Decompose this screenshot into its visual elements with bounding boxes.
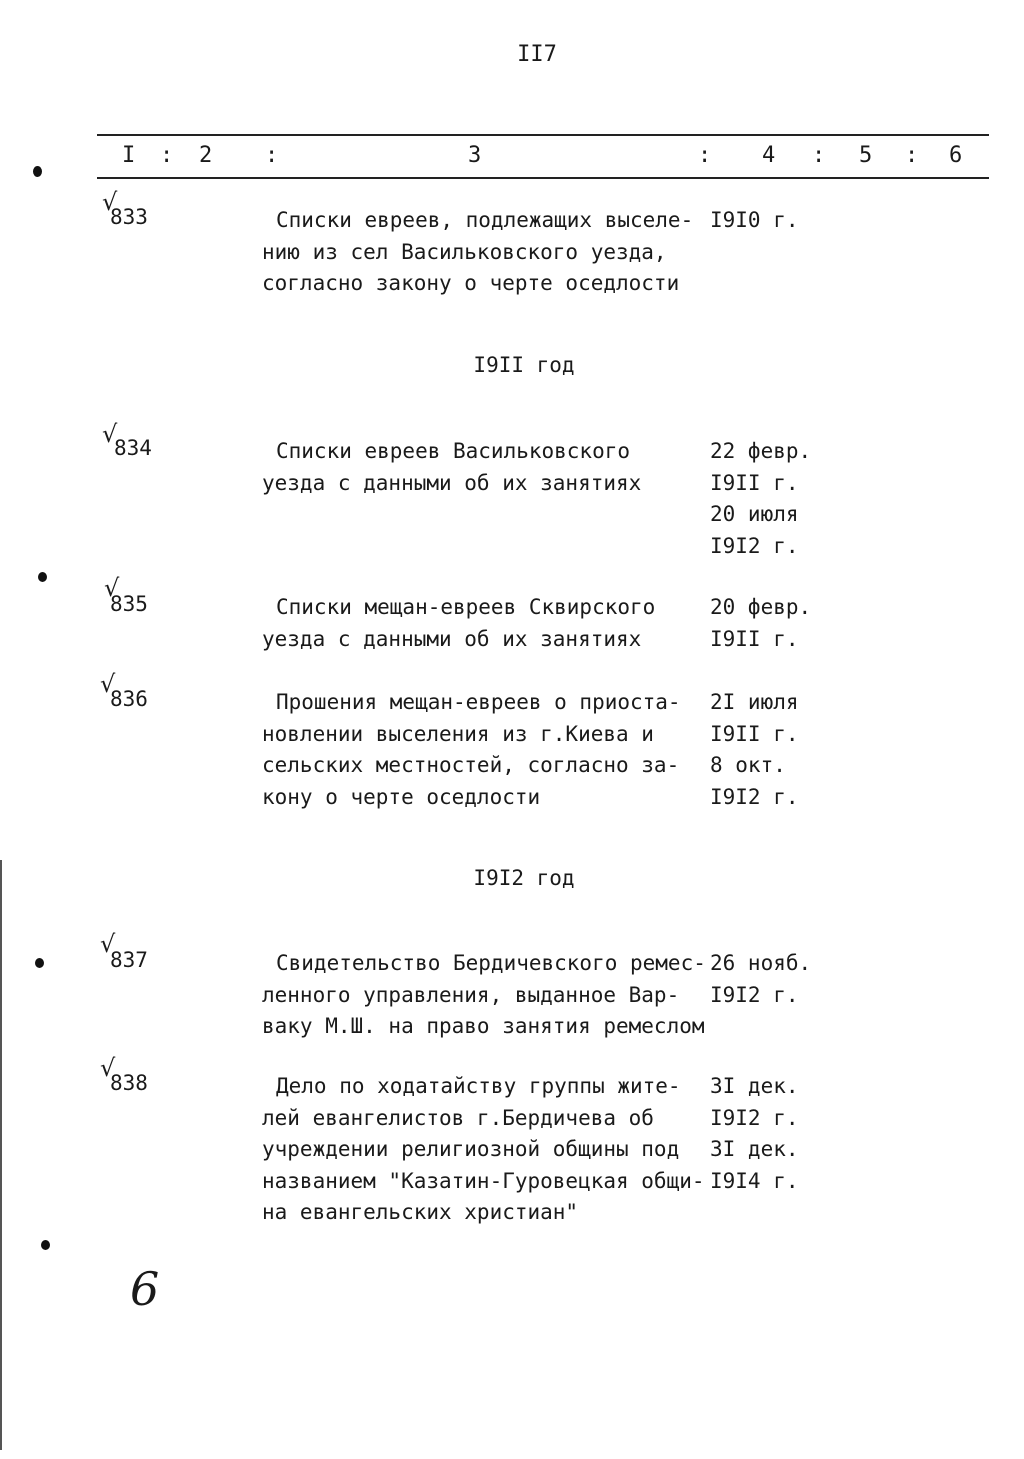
item-number: 837	[110, 948, 148, 972]
scan-edge-line	[0, 860, 2, 1450]
description-line: Списки евреев, подлежащих выселе-	[276, 208, 694, 232]
handwritten-mark: 6	[130, 1262, 160, 1316]
description-line: на евангельских христиан"	[262, 1200, 579, 1224]
year-heading: I9II год	[473, 353, 575, 377]
date-line: 3I дек.	[710, 1074, 799, 1098]
date-line: I9II г.	[710, 626, 799, 651]
description-line: Свидетельство Бердичевского ремес-	[276, 951, 706, 975]
check-mark: √	[100, 1054, 116, 1082]
punch-hole-mark	[38, 572, 47, 582]
date-line: I9I2 г.	[710, 784, 799, 809]
date-line: 20 февр.	[710, 595, 812, 619]
item-dates	[710, 592, 811, 655]
date-line: 8 окт.	[710, 753, 786, 777]
column-separator: :	[812, 143, 826, 168]
description-line: кону о черте оседлости	[262, 784, 541, 809]
check-mark: √	[102, 420, 118, 448]
date-line: I9I0 г.	[710, 208, 799, 232]
date-line: 22 февр.	[710, 439, 812, 463]
check-mark: √	[100, 670, 116, 698]
header-rule-bottom	[97, 177, 989, 179]
check-mark: √	[100, 930, 116, 958]
description-line: учреждении религиозной общины под	[262, 1137, 680, 1161]
year-heading: I9I2 год	[473, 866, 575, 890]
description-line: Прошения мещан-евреев о приоста-	[276, 690, 681, 714]
punch-hole-mark	[33, 166, 42, 177]
description-line: новлении выселения из г.Киева и	[262, 721, 654, 746]
date-line: 2I июля	[710, 690, 799, 714]
description-line: Списки евреев Васильковского	[276, 439, 631, 463]
item-dates	[710, 687, 799, 813]
description-line: ваку М.Ш. на право занятия ремеслом	[262, 1014, 705, 1038]
column-separator: :	[905, 143, 919, 168]
date-line: I9I2 г.	[710, 1105, 799, 1130]
item-description	[262, 436, 712, 499]
column-header-2: 2	[199, 143, 213, 168]
description-line: нию из сел Васильковского уезда,	[262, 239, 667, 264]
item-description	[262, 592, 712, 655]
item-description	[262, 1071, 712, 1229]
column-header-6: 6	[949, 143, 963, 168]
check-mark: √	[102, 188, 118, 216]
date-line: 20 июля	[710, 502, 799, 526]
column-separator: :	[160, 143, 174, 168]
date-line: I9I2 г.	[710, 982, 799, 1007]
description-line: сельских местностей, согласно за-	[262, 753, 680, 777]
column-separator: :	[698, 143, 712, 168]
date-line: I9II г.	[710, 721, 799, 746]
date-line: I9II г.	[710, 470, 799, 495]
item-number: 835	[110, 592, 148, 616]
description-line: Дело по ходатайству группы жите-	[276, 1074, 681, 1098]
item-dates	[710, 948, 811, 1011]
item-description	[262, 205, 712, 300]
column-header-4: 4	[762, 143, 776, 168]
item-dates	[710, 1071, 799, 1197]
punch-hole-mark	[35, 958, 44, 968]
description-line: ленного управления, выданное Вар-	[262, 982, 680, 1007]
column-separator: :	[265, 143, 279, 168]
item-description	[262, 948, 712, 1043]
item-dates	[710, 205, 799, 237]
date-line: 26 нояб.	[710, 951, 812, 975]
description-line: названием "Казатин-Гуровецкая общи-	[262, 1168, 705, 1193]
column-header-5: 5	[859, 143, 873, 168]
description-line: уезда с данными об их занятиях	[262, 626, 642, 651]
date-line: I9I2 г.	[710, 533, 799, 558]
item-number: 833	[110, 205, 148, 229]
item-number: 838	[110, 1071, 148, 1095]
description-line: лей евангелистов г.Бердичева об	[262, 1105, 654, 1130]
date-line: I9I4 г.	[710, 1168, 799, 1193]
page-number: II7	[517, 42, 557, 67]
description-line: согласно закону о черте оседлости	[262, 271, 680, 295]
item-number: 834	[114, 436, 152, 460]
date-line: 3I дек.	[710, 1137, 799, 1161]
header-rule-top	[97, 134, 989, 136]
description-line: Списки мещан-евреев Сквирского	[276, 595, 656, 619]
punch-hole-mark	[41, 1240, 50, 1250]
column-header-3: 3	[468, 143, 482, 168]
column-header-1: I	[122, 143, 136, 168]
check-mark: √	[104, 574, 120, 602]
item-dates	[710, 436, 811, 562]
description-line: уезда с данными об их занятиях	[262, 470, 642, 495]
item-number: 836	[110, 687, 148, 711]
item-description	[262, 687, 712, 813]
